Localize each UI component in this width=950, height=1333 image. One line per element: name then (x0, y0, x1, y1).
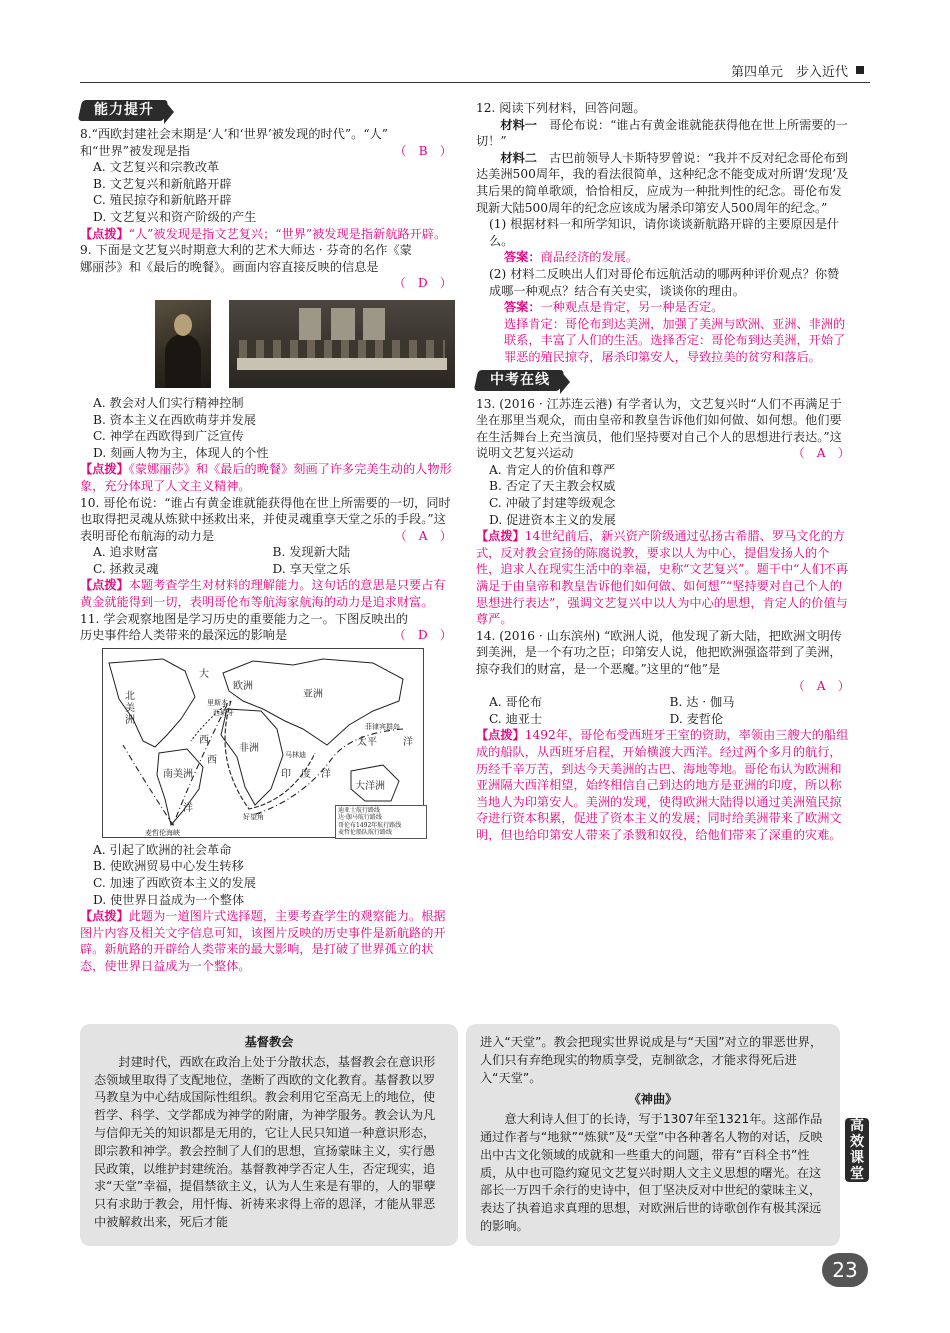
label-west: 西 (199, 734, 209, 746)
label-cape: 好望角 (243, 812, 264, 821)
box-title: 基督教会 (244, 1035, 294, 1049)
section-zhongkao: 中考在线 (476, 370, 570, 394)
side-tab: 高 效 课 堂 (845, 1118, 869, 1182)
left-column (80, 100, 452, 975)
label-south-america: 南美洲 (163, 768, 193, 780)
answer: （ A ） (394, 528, 452, 543)
label-philippines: 菲律宾群岛 (365, 722, 400, 731)
label-oceania: 大洋洲 (355, 780, 385, 792)
hint: 【点拨】此题为一道图片式选择题，主要考查学生的观察能力。根据图片内容及相关文字信息可知，该图片反映的历史事件是新航路的开辟。新航路的开辟给人类带来的最大影响，是打破了世界孤立的状态，使世界日益成为一个整体。 (80, 909, 446, 973)
hint: 【点拨】“人”被发现是指文艺复兴；“世界”被发现是指新航路开辟。 (80, 226, 447, 241)
label-lisbon: 里斯本 (207, 698, 228, 707)
box-text: 封建时代，西欧在政治上处于分散状态，基督教会在意识形态领域里取得了支配地位，垄断了西欧的文化教育。基督教以罗马教皇为中心结成国际性组织。教会利用它至高无上的地位，使哲学、科学、文学都成为神学的附庸，为神学服务。教会认为凡与信仰无关的知识都是无用的，它让人民只知道一种意识形态，即宗教和神学。教会控制了人们的思想，宣扬蒙昧主义，实行愚民政策，以维护封建统治。基督教神学否定人生，否定现实，追求“天堂”幸福，提倡禁欲主义，认为人生来是有罪的，人的罪孽只有求助于教会，用忏悔、祈祷来求得上帝的恩泽，才能从罪恶中被解救出来，死后才能 (94, 1054, 436, 1229)
label-indian-ocean: 印 度 洋 (281, 768, 331, 780)
label-spain: 西班牙 (213, 708, 234, 717)
label-africa: 非洲 (239, 742, 259, 754)
header-text: 第四单元 步入近代 (730, 65, 848, 80)
mona-lisa-image (155, 300, 211, 388)
box-divine-comedy (466, 1024, 840, 1246)
answer: （ D ） (393, 276, 452, 291)
label-xi: 西 (207, 754, 217, 766)
question-13: 13. (2016 · 江苏连云港) 有学者认为，文艺复兴时“人们不再满足于坐在那里当观众，而由皇帝和教皇告诉他们如何做、如何想。他们要在生活舞台上充当演员，他们坚持要对自己个人的思想进行表达。”这说明文艺复兴运动 （ A ） A. 肯定人的价值和尊严 B. 否定了天主教会权威 C. 冲破了封建等级观念 D. 促进资本主义的发展 【点拨】14世纪前后，新兴资产阶级通过弘扬古希腊、罗马文化的方式，反对教会宣扬的陈腐说教，要求以人为中心，提倡发扬人的个性，追求人在现实生活中的幸福，史称“文艺复兴”。题干中“人们不再满足于由皇帝和教皇告诉他们如何做、如何想”“坚持要对自己个人的思想进行表达”，强调文艺复兴中以人为中心的思想，肯定人的价值与尊严。 (476, 396, 850, 627)
question-8: 8.“西欧封建社会末期是‘人’和‘世界’被发现的时代”。“人” 和“世界”被发现是指 （ B ） A. 文艺复兴和宗教改革 B. 文艺复兴和新航路开辟 C. 殖民掠夺和新航路开辟 D. 文艺复兴和资产阶级的产生 【点拨】“人”被发现是指文艺复兴；“世界”被发现是指新航路开辟。 (80, 127, 452, 241)
box-title: 《神曲》 (628, 1092, 678, 1107)
section-ability: 能力提升 (80, 100, 174, 124)
answer: （ A ） (792, 446, 850, 461)
label-malindi: 马林迪 (285, 750, 306, 759)
question-11: 11. 学会观察地图是学习历史的重要能力之一。下图反映出的 历史事件给人类带来的最深远的影响是 （ D ） 北美洲 欧洲 亚洲 非洲 南美洲 大洋洲 西 大 西 太平 洋 印 度 洋 洋 里斯本 西班牙 好望角 麦哲伦海峡 菲律宾群岛 马林迪 迪亚士航行路线 达·伽马航行路线 哥伦布1492年航行路线 麦哲伦船队航行路线 A. 引起了欧洲的社会革命 B. 使欧洲贸易中心发生转移 C. 加速了西欧资本主义的发展 D. 使世界日益成为一个整体 【点拨】此题为一道图片式选择题，主要考查学生的观察能力。根据图片内容及相关文字信息可知，该图片反映的历史事件是新航路的开辟。新航路的开辟给人类带来的最大影响，是打破了世界孤立的状态，使世界日益成为一个整体。 (80, 611, 452, 973)
label-pacific-yang: 洋 (403, 736, 413, 748)
label-da: 大 (199, 668, 209, 680)
answer: （ A ） (792, 678, 850, 693)
hint: 【点拨】14世纪前后，新兴资产阶级通过弘扬古希腊、罗马文化的方式，反对教会宣扬的陈腐说教，要求以人为中心，提倡发扬人的个性，追求人在现实生活中的幸福，史称“文艺复兴”。题干中“人们不再满足于由皇帝和教皇告诉他们如何做、如何想”“坚持要对自己个人的思想进行表达”，强调文艺复兴中以人为中心的思想，肯定人的价值与尊严。 (476, 529, 849, 627)
hint: 【点拨】本题考查学生对材料的理解能力。这句话的意思是只要占有黄金就能得到一切，表明哥伦布等航海家航海的动力是追求财富。 (80, 578, 446, 610)
question-12: 12. 阅读下列材料，回答问题。 材料一 哥伦布说：“谁占有黄金谁就能获得他在世上所需要的一切！” 材料二 古巴前领导人卡斯特罗曾说：“我并不反对纪念哥伦布到达美洲500周年，我的看法很简单，这种纪念不能变成对所谓‘发现’及其后果的简单歌颂，恰恰相反，应成为一种批判性的纪念。哥伦布发现新大陆500周年的纪念应该成为屠杀印第安人500周年的纪念。” (1) 根据材料一和所学知识，请你谈谈新航路开辟的主要原因是什么。 答案：商品经济的发展。 (2) 材料二反映出人们对哥伦布远航活动的哪两种评价观点？你赞成哪一种观点？结合有关史实，谈谈你的理由。 答案：一种观点是肯定，另一种是否定。 选择肯定：哥伦布到达美洲，加强了美洲与欧洲、亚洲、非洲的联系，丰富了人们的生活。选择否定：哥伦布到达美洲，开始了罪恶的殖民掠夺，屠杀印第安人，导致拉美的贫穷和落后。 (476, 101, 849, 364)
label-pacific: 太平 (357, 736, 377, 748)
answer: （ D ） (393, 628, 452, 643)
page-number: 23 (822, 1253, 868, 1287)
question-10: 10. 哥伦布说：“谁占有黄金谁就能获得他在世上所需要的一切，同时也取得把灵魂从炼狱中拯救出来，并使灵魂重享天堂之乐的手段。”这表明哥伦布航海的动力是 （ A ） A. 追求财富 B. 发现新大陆 C. 拯救灵魂 D. 享天堂之乐 【点拨】本题考查学生对材料的理解能力。这句话的意思是只要占有黄金就能得到一切，表明哥伦布等航海家航海的动力是追求财富。 (80, 495, 452, 610)
box-text-continued: 进入“天堂”。教会把现实世界说成是与“天国”对立的罪恶世界，人们只有弃绝现实的物质享受，克制欲念，才能求得死后进入“天堂”。 (480, 1035, 823, 1085)
hint: 【点拨】1492年，哥伦布受西班牙王室的资助，率领由三艘大的船组成的船队，从西班牙启程，开始横渡大西洋。经过两个多月的航行，历经千辛万苦，到达今天美洲的古巴、海地等地。哥伦布认为欧洲和亚洲隔大西洋相望，始终相信自己到达的地方是亚洲的印度，所以称当地人为印第安人。美洲的发现，使得欧洲大陆得以通过美洲殖民掠夺进行资本积累，促进了资本主义的发展；同时给美洲带来了欧洲文明，但也给印第安人带来了杀戮和奴役，给他们带来了深重的灾难。 (476, 728, 849, 842)
south-america-shape (157, 749, 203, 825)
box-text: 意大利诗人但丁的长诗，写于1307年至1321年。这部作品通过作者与“地狱”“炼狱”及“天堂”中各种著名人物的对话，反映出中古文化领域的成就和一些重大的问题，带有“百科全书”性质，从中也可隐约窥见文艺复兴时期人文主义思想的曙光。在这部长一万四千余行的史诗中，但丁坚决反对中世纪的蒙昧主义，表达了执着追求真理的思想，对欧洲后世的诗歌创作有极其深远的影响。 (480, 1112, 823, 1233)
paintings (80, 296, 452, 391)
north-america-shape (109, 659, 195, 747)
answer: （ B ） (394, 143, 452, 158)
question-9: 9. 下面是文艺复兴时期意大利的艺术大师达 · 芬奇的名作《蒙 娜丽莎》和《最后的晚餐》。画面内容直接反映的信息是 （ D ） A. 教会对人们实行精神控制 B. 资本主义在西欧萌芽并发展 C. 神学在西欧得到广泛宣传 D. 刻画人物为主，体现人的个性 【点拨】《蒙娜丽莎》和《最后的晚餐》刻画了许多完美生动的人物形象，充分体现了人文主义精神。 (80, 242, 452, 494)
world-map (102, 648, 424, 838)
label-magellan-strait: 麦哲伦海峡 (145, 828, 180, 837)
right-column (476, 100, 850, 844)
label-yang: 洋 (183, 802, 193, 814)
label-north-america: 北美洲 (125, 690, 135, 726)
box-christian-church (80, 1024, 458, 1246)
label-europe: 欧洲 (233, 680, 253, 692)
square-icon (856, 66, 864, 74)
label-asia: 亚洲 (303, 688, 323, 700)
map-legend: 迪亚士航行路线 达·伽马航行路线 哥伦布1492年航行路线 麦哲伦船队航行路线 (335, 805, 427, 839)
question-14: 14. (2016 · 山东滨州) “欧洲人说，他发现了新大陆，把欧洲文明传到美洲，是一个有功之臣；印第安人说，他把欧洲强盗带到了美洲，掠夺我们的财富，是一个恶魔。”这里的“他”是 （ A ） A. 哥伦布 B. 达 · 伽马 C. 迪亚士 D. 麦哲伦 【点拨】1492年，哥伦布受西班牙王室的资助，率领由三艘大的船组成的船队，从西班牙启程，开始横渡大西洋。经过两个多月的航行，历经千辛万苦，到达今天美洲的古巴、海地等地。哥伦布认为欧洲和亚洲隔大西洋相望，始终相信自己到达的地方是亚洲的印度，所以称当地人为印第安人。美洲的发现，使得欧洲大陆得以通过美洲殖民掠夺进行资本积累，促进了资本主义的发展；同时给美洲带来了欧洲文明，但也给印第安人带来了杀戮和奴役，给他们带来了深重的灾难。 (476, 628, 850, 842)
last-supper-image (229, 300, 455, 388)
hint: 【点拨】《蒙娜丽莎》和《最后的晚餐》刻画了许多完美生动的人物形象，充分体现了人文主义精神。 (80, 462, 452, 493)
page-header (80, 60, 870, 83)
